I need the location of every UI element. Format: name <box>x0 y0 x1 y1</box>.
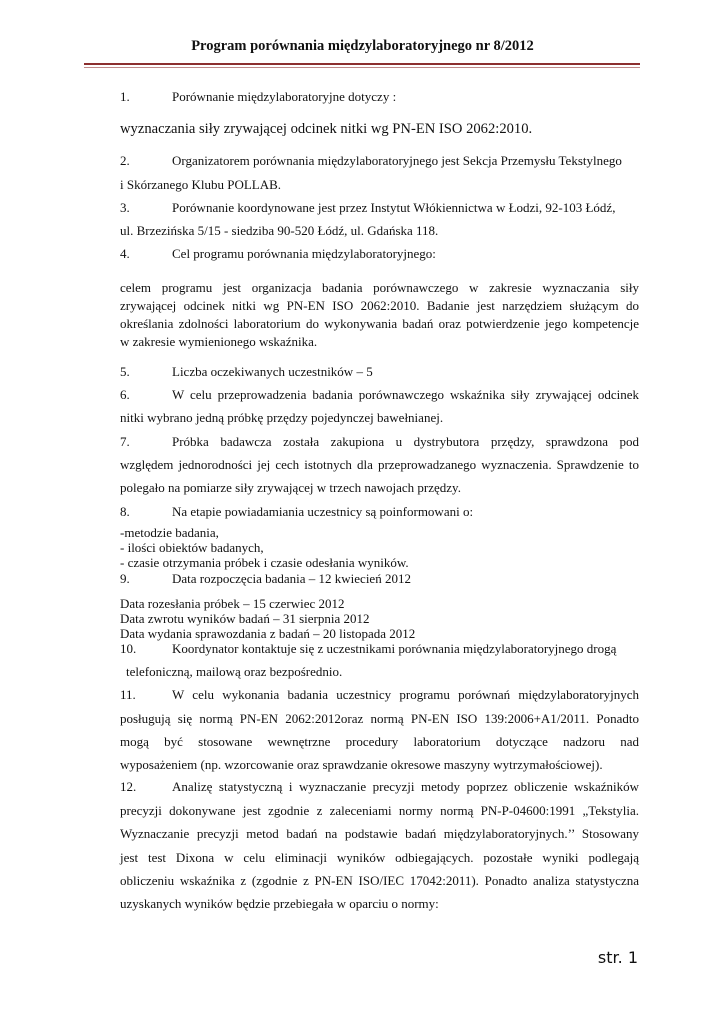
item-11-cont: mogą być stosowane wewnętrzne procedury laboratorium dotyczące nadzoru nad <box>120 734 639 749</box>
item-8-bullet: - czasie otrzymania próbek i czasie odesłania wyników. <box>120 555 409 570</box>
item-number: 1. <box>120 89 130 104</box>
item-10 <box>120 641 639 656</box>
item-12 <box>120 779 639 794</box>
item-text: W celu przeprowadzenia badania porównawczego wskaźnika siły zrywającej odcinek <box>172 387 639 402</box>
item-3-cont: ul. Brzezińska 5/15 - siedziba 90-520 Łódź, ul. Gdańska 118. <box>120 223 439 238</box>
item-number: 7. <box>120 434 130 449</box>
item-12-cont: obliczeniu wskaźnika z (zgodnie z PN-EN ISO/IEC 17042:2011). Ponadto analiza statystyczna <box>120 873 639 888</box>
item-text: Porównanie koordynowane jest przez Instytut Włókiennictwa w Łodzi, 92-103 Łódź, <box>172 200 616 215</box>
item-number: 10. <box>120 641 137 656</box>
item-7-cont: względem jednorodności jej cech istotnych dla przeprowadzanego wyznaczenia. Sprawdzenie to <box>120 457 639 472</box>
page-header-title: Program porównania międzylaboratoryjnego nr 8/2012 <box>191 38 534 54</box>
item-12-cont: jest test Dixona w celu eliminacji wyników odbiegających. pozostałe wyniki podlegają <box>120 850 639 865</box>
item-2 <box>120 153 639 168</box>
item-1-subject: wyznaczania siły zrywającej odcinek nitki wg PN-EN ISO 2062:2010. <box>120 121 533 137</box>
item-number: 3. <box>120 200 130 215</box>
item-11 <box>120 687 639 702</box>
item-text: Analizę statystyczną i wyznaczanie precyzji metody poprzez obliczenie wskaźników <box>172 779 639 794</box>
item-text: Cel programu porównania międzylaboratoryjnego: <box>172 246 436 261</box>
item-number: 9. <box>120 571 130 586</box>
item-10-cont: telefoniczną, mailową oraz bezpośrednio. <box>126 664 343 679</box>
item-text: Koordynator kontaktuje się z uczestnikami porównania międzylaboratoryjnego drogą <box>172 641 617 656</box>
page-number: str. 1 <box>597 948 638 967</box>
item-8-bullet: - ilości obiektów badanych, <box>120 540 264 555</box>
item-6-cont: nitki wybrano jedną próbkę przędzy pojedynczej bawełnianej. <box>120 410 444 425</box>
item-8 <box>120 504 639 519</box>
item-4-body-line: w zakresie wymienionego wskaźnika. <box>120 334 318 349</box>
item-text: Liczba oczekiwanych uczestników – 5 <box>172 364 373 379</box>
item-2-cont: i Skórzanego Klubu POLLAB. <box>120 177 282 192</box>
item-number: 11. <box>120 687 136 702</box>
item-4-body-line: zrywającej odcinek nitki wg PN-EN ISO 2062:2010. Badanie jest narzędziem służącym do <box>120 298 639 313</box>
header-rule <box>84 63 640 65</box>
item-12-cont: uzyskanych wyników będzie przebiegała w oparciu o normy: <box>120 896 439 911</box>
item-number: 2. <box>120 153 130 168</box>
item-9-date: Data rozesłania próbek – 15 czerwiec 2012 <box>120 596 345 611</box>
item-text: Na etapie powiadamiania uczestnicy są poinformowani o: <box>172 504 474 519</box>
item-text: Próbka badawcza została zakupiona u dystrybutora przędzy, sprawdzona pod <box>172 434 639 449</box>
item-number: 4. <box>120 246 130 261</box>
item-7-cont: polegało na pomiarze siły zrywającej w trzech nawojach przędzy. <box>120 480 461 495</box>
item-8-bullet: -metodzie badania, <box>120 525 219 540</box>
item-number: 12. <box>120 779 137 794</box>
item-text: W celu wykonania badania uczestnicy programu porównań międzylaboratoryjnych <box>172 687 639 702</box>
item-7 <box>120 434 639 449</box>
item-5 <box>120 364 639 379</box>
item-12-cont: precyzji dokonywane jest zgodnie z zaleceniami normy normą PN-P-04600:1991 „Tekstylia. <box>120 803 639 818</box>
item-11-cont: posługują się normą PN-EN 2062:2012oraz normą PN-EN ISO 139:2006+A1/2011. Ponadto <box>120 711 639 726</box>
item-4-body-line: określania zdolności laboratorium do wykonywania badań oraz potwierdzenie jego kompetencje <box>120 316 639 331</box>
item-number: 6. <box>120 387 130 402</box>
item-4-body-line: celem programu jest organizacja badania porównawczego w zakresie wyznaczania siły <box>120 280 639 295</box>
item-9-date: Data zwrotu wyników badań – 31 sierpnia 2012 <box>120 611 370 626</box>
item-text: Porównanie międzylaboratoryjne dotyczy : <box>172 89 397 104</box>
item-text: Organizatorem porównania międzylaboratoryjnego jest Sekcja Przemysłu Tekstylnego <box>172 153 622 168</box>
item-9 <box>120 571 639 586</box>
item-4 <box>120 246 639 261</box>
item-9-date: Data wydania sprawozdania z badań – 20 listopada 2012 <box>120 626 416 641</box>
header-rule-thin <box>84 67 640 68</box>
item-11-cont: wyposażeniem (np. wzorcowanie oraz sprawdzanie okresowe maszyny wytrzymałościowej). <box>120 757 603 772</box>
item-text: Data rozpoczęcia badania – 12 kwiecień 2012 <box>172 571 411 586</box>
item-12-cont: Wyznaczanie precyzji metod badań na podstawie badań międzylaboratoryjnych.’’ Stosowany <box>120 826 639 841</box>
item-6 <box>120 387 639 402</box>
item-number: 5. <box>120 364 130 379</box>
item-1 <box>120 89 639 104</box>
item-number: 8. <box>120 504 130 519</box>
item-3 <box>120 200 639 215</box>
